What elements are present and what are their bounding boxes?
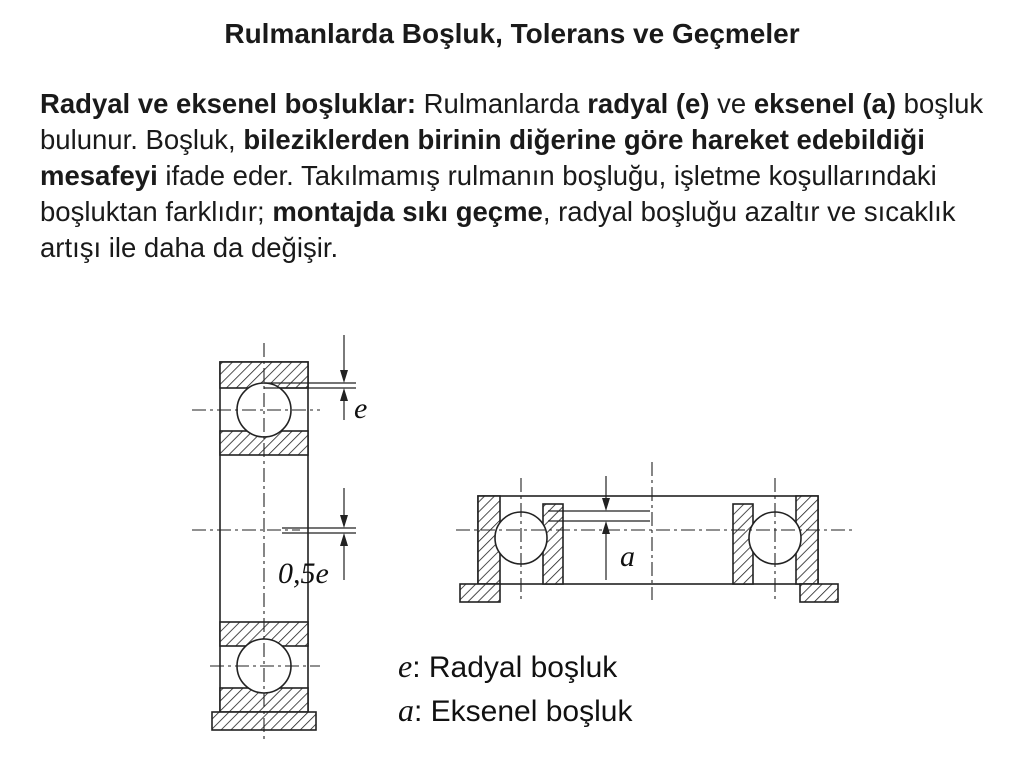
label-e: e: [354, 392, 368, 425]
text-1: Rulmanlarda: [416, 88, 588, 119]
text-3: boşluk bulunur. Boşluk,: [40, 88, 984, 155]
label-a: a: [620, 540, 635, 573]
legend-axial: [398, 692, 632, 729]
legend-a-symbol: a: [398, 692, 414, 728]
slide-title: Rulmanlarda Boşluk, Tolerans ve Geçmeler: [224, 18, 800, 49]
label-half-e: 0,5e: [278, 557, 329, 590]
radial-bearing-drawing: [192, 335, 356, 740]
dimension-arrowheads-left: [340, 370, 348, 546]
text-5: , radyal boşluğu azaltır ve sıcaklık artışı ile daha da değişir.: [40, 196, 956, 263]
lead-bold: Radyal ve eksenel boşluklar:: [40, 88, 417, 119]
legend-radial: [398, 648, 617, 685]
bold-definition: bileziklerden birinin diğerine göre hareket edebildiği mesafeyi: [40, 124, 925, 191]
text-4: ifade eder. Takılmamış rulmanın boşluğu, işletme koşullarındaki boşluktan farklıdır;: [40, 160, 937, 227]
legend-e-symbol: e: [398, 648, 413, 684]
text-2: ve: [709, 88, 754, 119]
legend-e-text: : Radyal boşluk: [412, 651, 618, 684]
bold-radial: radyal (e): [587, 88, 710, 119]
axial-bearing-drawing: [456, 462, 856, 602]
legend-a-text: : Eksenel boşluk: [414, 695, 633, 728]
bold-tight-fit: montajda sıkı geçme: [272, 196, 543, 227]
bold-axial: eksenel (a): [753, 88, 897, 119]
